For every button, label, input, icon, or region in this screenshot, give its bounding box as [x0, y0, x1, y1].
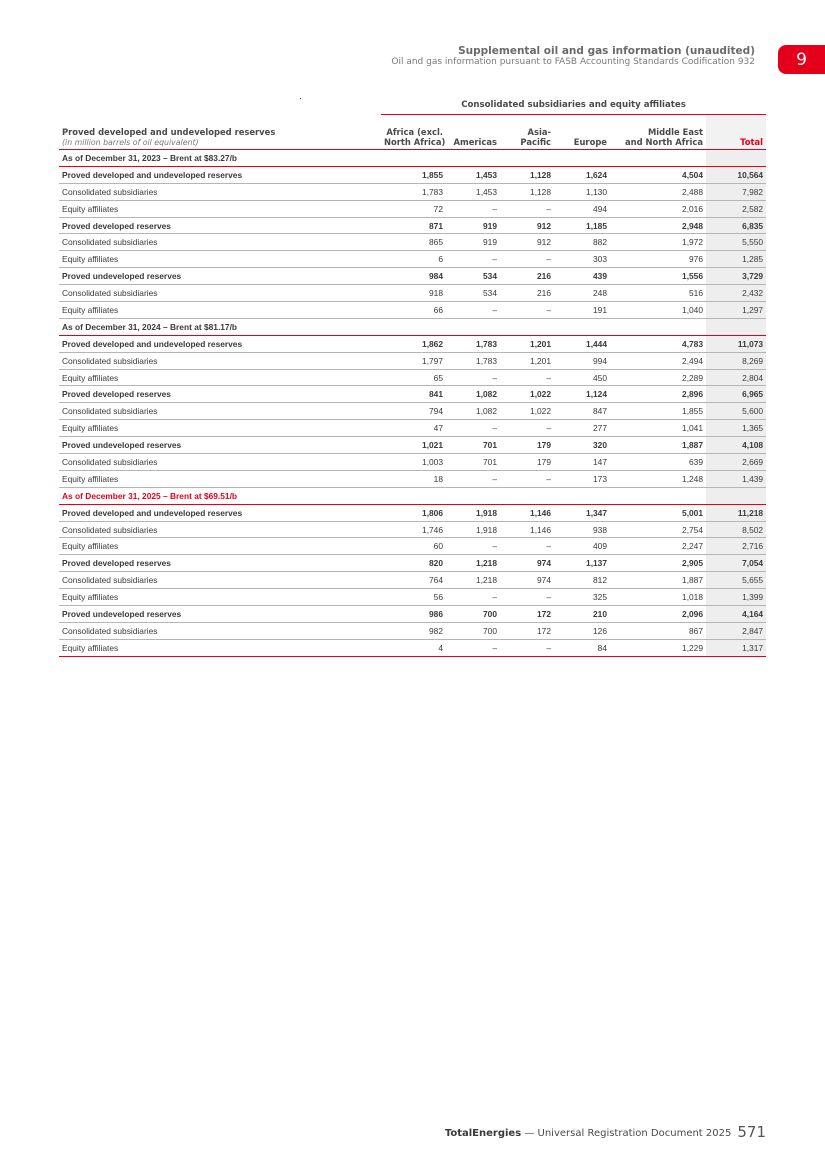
- cell-value: [381, 318, 446, 335]
- row-label: Consolidated subsidiaries: [62, 355, 158, 366]
- cell-value: 11,073: [706, 335, 766, 352]
- col-africa: Africa (excl. North Africa): [384, 127, 446, 147]
- cell-value: 794: [429, 406, 443, 417]
- table-row: [59, 386, 766, 403]
- row-label: Equity affiliates: [62, 372, 119, 383]
- chapter-tab: 9: [778, 45, 825, 74]
- cell-value: 6,835: [706, 217, 766, 234]
- table-row: [59, 335, 766, 352]
- cell-value: 1,185: [586, 220, 607, 231]
- col-americas: Americas: [453, 137, 497, 147]
- cell-value: 1,229: [682, 642, 703, 653]
- cell-value: 216: [537, 288, 551, 299]
- cell-value: 1,124: [586, 389, 607, 400]
- cell-value: –: [492, 423, 497, 434]
- cell-value: 701: [483, 440, 497, 451]
- table-row: [59, 454, 766, 471]
- cell-value: 1,347: [586, 507, 607, 518]
- cell-value: 1,746: [422, 524, 443, 535]
- table-row: [59, 369, 766, 386]
- row-label: Equity affiliates: [62, 642, 119, 653]
- label-column-header: [59, 115, 381, 150]
- cell-value: 994: [593, 355, 607, 366]
- row-label: Consolidated subsidiaries: [62, 288, 158, 299]
- cell-value: 1,317: [706, 639, 766, 656]
- row-label: Proved developed reserves: [62, 389, 171, 400]
- cell-value: 867: [689, 625, 703, 636]
- cell-value: 1,453: [476, 186, 497, 197]
- cell-value: [554, 318, 610, 335]
- cell-value: 1,862: [422, 338, 443, 349]
- cell-value: 1,218: [476, 575, 497, 586]
- row-label: As of December 31, 2025 – Brent at $69.51/b: [62, 490, 238, 501]
- cell-value: 2,247: [682, 541, 703, 552]
- cell-value: 1,972: [682, 237, 703, 248]
- row-label: Proved undeveloped reserves: [62, 608, 182, 619]
- cell-value: 1,082: [476, 389, 497, 400]
- row-label: Consolidated subsidiaries: [62, 406, 158, 417]
- table-row: [59, 234, 766, 251]
- cell-value: 882: [593, 237, 607, 248]
- cell-value: 2,896: [682, 389, 703, 400]
- table-row: [59, 352, 766, 369]
- running-header-subtitle: Oil and gas information pursuant to FASB Accounting Standards Codification 932: [391, 57, 755, 67]
- cell-value: 1,439: [706, 470, 766, 487]
- row-label: Proved developed and undeveloped reserves: [62, 507, 243, 518]
- cell-value: 1,297: [706, 302, 766, 319]
- cell-value: 60: [433, 541, 443, 552]
- cell-value: 976: [689, 254, 703, 265]
- row-label: Proved undeveloped reserves: [62, 271, 182, 282]
- cell-value: –: [492, 541, 497, 552]
- row-label: Equity affiliates: [62, 203, 119, 214]
- cell-value: [554, 150, 610, 167]
- cell-value: 1,399: [706, 589, 766, 606]
- cell-value: 2,582: [706, 200, 766, 217]
- row-label: Proved developed reserves: [62, 220, 171, 231]
- cell-value: 4,164: [706, 606, 766, 623]
- cell-value: [500, 318, 554, 335]
- section-row: [59, 150, 766, 167]
- cell-value: 248: [593, 288, 607, 299]
- cell-value: 4,108: [706, 437, 766, 454]
- cell-value: 2,432: [706, 285, 766, 302]
- table-row: [59, 183, 766, 200]
- cell-value: 1,022: [530, 406, 551, 417]
- cell-value: 701: [483, 456, 497, 467]
- cell-value: 7,982: [706, 183, 766, 200]
- cell-value: 325: [593, 592, 607, 603]
- cell-value: 126: [593, 625, 607, 636]
- cell-value: 1,444: [586, 338, 607, 349]
- cell-value: 1,887: [682, 575, 703, 586]
- cell-value: 1,918: [476, 524, 497, 535]
- table-row: [59, 521, 766, 538]
- cell-value: 1,130: [586, 186, 607, 197]
- cell-value: 2,948: [682, 220, 703, 231]
- cell-value: 216: [537, 271, 551, 282]
- table-row: [59, 504, 766, 521]
- table-row: [59, 470, 766, 487]
- cell-value: 2,289: [682, 372, 703, 383]
- cell-value: 84: [597, 642, 607, 653]
- cell-value: 56: [433, 592, 443, 603]
- row-label: Consolidated subsidiaries: [62, 237, 158, 248]
- row-label: Equity affiliates: [62, 304, 119, 315]
- cell-value: 65: [433, 372, 443, 383]
- cell-value: 277: [593, 423, 607, 434]
- table-row: [59, 217, 766, 234]
- table-row: [59, 302, 766, 319]
- cell-value: 320: [593, 440, 607, 451]
- cell-value: –: [492, 372, 497, 383]
- col-europe: Europe: [573, 137, 607, 147]
- cell-value: 11,218: [706, 504, 766, 521]
- cell-value: 1,556: [682, 271, 703, 282]
- cell-value: 1,918: [476, 507, 497, 518]
- row-label: Consolidated subsidiaries: [62, 575, 158, 586]
- row-label: Equity affiliates: [62, 541, 119, 552]
- cell-value: –: [546, 541, 551, 552]
- section-row: [59, 318, 766, 335]
- cell-value: 1,018: [682, 592, 703, 603]
- table-row: [59, 251, 766, 268]
- cell-value: –: [546, 642, 551, 653]
- cell-value: 2,754: [682, 524, 703, 535]
- page-number: 571: [737, 1123, 766, 1141]
- table-row: [59, 437, 766, 454]
- row-label: As of December 31, 2023 – Brent at $83.27/b: [62, 152, 238, 163]
- running-header-title: Supplemental oil and gas information (unaudited): [458, 45, 755, 57]
- cell-value: [381, 487, 446, 504]
- cell-value: 865: [429, 237, 443, 248]
- cell-value: [446, 318, 500, 335]
- row-label: Proved developed and undeveloped reserves: [62, 338, 243, 349]
- cell-value: 847: [593, 406, 607, 417]
- row-label: Equity affiliates: [62, 423, 119, 434]
- cell-value: 303: [593, 254, 607, 265]
- cell-value: 1,453: [476, 169, 497, 180]
- cell-value: 2,669: [706, 454, 766, 471]
- row-label: Consolidated subsidiaries: [62, 524, 158, 535]
- cell-value: 1,783: [476, 338, 497, 349]
- cell-value: 871: [429, 220, 443, 231]
- cell-value: 516: [689, 288, 703, 299]
- cell-value: 1,137: [586, 558, 607, 569]
- cell-value: 534: [483, 271, 497, 282]
- cell-value: 2,096: [682, 608, 703, 619]
- cell-value: 1,797: [422, 355, 443, 366]
- cell-value: 4: [438, 642, 443, 653]
- cell-value: 4,504: [682, 169, 703, 180]
- cell-value: [500, 150, 554, 167]
- cell-value: 2,905: [682, 558, 703, 569]
- cell-value: 1,128: [530, 169, 551, 180]
- row-label: Equity affiliates: [62, 592, 119, 603]
- cell-value: –: [492, 203, 497, 214]
- cell-value: 66: [433, 304, 443, 315]
- table-row: [59, 200, 766, 217]
- cell-value: 1,022: [530, 389, 551, 400]
- cell-value: [610, 150, 706, 167]
- cell-value: 18: [433, 473, 443, 484]
- cell-value: [610, 487, 706, 504]
- table-body: [59, 150, 766, 657]
- cell-value: 639: [689, 456, 703, 467]
- row-label: As of December 31, 2024 – Brent at $81.17/b: [62, 321, 238, 332]
- cell-value: [610, 318, 706, 335]
- cell-value: 841: [429, 389, 443, 400]
- cell-value: [381, 150, 446, 167]
- footer-doc: — Universal Registration Document 2025: [521, 1128, 732, 1139]
- cell-value: 179: [537, 456, 551, 467]
- cell-value: –: [492, 592, 497, 603]
- cell-value: 1,624: [586, 169, 607, 180]
- cell-value: [706, 487, 766, 504]
- cell-value: 1,783: [476, 355, 497, 366]
- cell-value: 6,965: [706, 386, 766, 403]
- cell-value: –: [546, 254, 551, 265]
- row-label: Proved undeveloped reserves: [62, 440, 182, 451]
- cell-value: 5,600: [706, 403, 766, 420]
- col-middle-east: Middle East and North Africa: [624, 127, 703, 147]
- cell-value: 5,550: [706, 234, 766, 251]
- cell-value: 984: [429, 271, 443, 282]
- row-label: Consolidated subsidiaries: [62, 456, 158, 467]
- cell-value: –: [492, 304, 497, 315]
- cell-value: 210: [593, 608, 607, 619]
- table-row: [59, 403, 766, 420]
- cell-value: 1,041: [682, 423, 703, 434]
- row-label: Consolidated subsidiaries: [62, 186, 158, 197]
- cell-value: 1,783: [422, 186, 443, 197]
- cell-value: 986: [429, 608, 443, 619]
- row-label: Equity affiliates: [62, 254, 119, 265]
- cell-value: 700: [483, 608, 497, 619]
- cell-value: 1,806: [422, 507, 443, 518]
- cell-value: 919: [483, 237, 497, 248]
- cell-value: 1,887: [682, 440, 703, 451]
- table-row: [59, 639, 766, 656]
- label-header-text: Proved developed and undeveloped reserves: [62, 127, 276, 137]
- row-label: Equity affiliates: [62, 473, 119, 484]
- cell-value: 6: [438, 254, 443, 265]
- cell-value: 2,494: [682, 355, 703, 366]
- cell-value: –: [546, 473, 551, 484]
- cell-value: 1,855: [682, 406, 703, 417]
- cell-value: –: [546, 372, 551, 383]
- table-row: [59, 606, 766, 623]
- cell-value: 439: [593, 271, 607, 282]
- cell-value: 3,729: [706, 268, 766, 285]
- cell-value: 494: [593, 203, 607, 214]
- cell-value: 2,488: [682, 186, 703, 197]
- unit-caption: (in million barrels of oil equivalent): [62, 138, 199, 147]
- footer-brand: TotalEnergies: [444, 1128, 522, 1139]
- group-header-row: [59, 96, 766, 115]
- table-row: [59, 538, 766, 555]
- cell-value: [500, 487, 554, 504]
- cell-value: 912: [537, 220, 551, 231]
- cell-value: 7,054: [706, 555, 766, 572]
- row-label: Consolidated subsidiaries: [62, 625, 158, 636]
- cell-value: –: [546, 203, 551, 214]
- cell-value: 1,201: [530, 338, 551, 349]
- cell-value: 191: [593, 304, 607, 315]
- group-header-blank: [59, 96, 381, 115]
- cell-value: 1,021: [422, 440, 443, 451]
- page-footer: [445, 1123, 766, 1141]
- column-header-row: [59, 115, 766, 150]
- cell-value: [706, 150, 766, 167]
- cell-value: 982: [429, 625, 443, 636]
- cell-value: 1,855: [422, 169, 443, 180]
- cell-value: 820: [429, 558, 443, 569]
- cell-value: –: [492, 473, 497, 484]
- cell-value: 534: [483, 288, 497, 299]
- cell-value: 450: [593, 372, 607, 383]
- cell-value: 812: [593, 575, 607, 586]
- cell-value: 1,040: [682, 304, 703, 315]
- table-row: [59, 420, 766, 437]
- cell-value: –: [546, 423, 551, 434]
- table-row: [59, 166, 766, 183]
- cell-value: 2,804: [706, 369, 766, 386]
- cell-value: 5,001: [682, 507, 703, 518]
- cell-value: [554, 487, 610, 504]
- cell-value: 1,146: [530, 524, 551, 535]
- cell-value: 10,564: [706, 166, 766, 183]
- cell-value: [706, 318, 766, 335]
- cell-value: 2,716: [706, 538, 766, 555]
- cell-value: 147: [593, 456, 607, 467]
- row-label: Proved developed and undeveloped reserves: [62, 169, 243, 180]
- cell-value: 1,218: [476, 558, 497, 569]
- cell-value: 918: [429, 288, 443, 299]
- cell-value: 172: [537, 625, 551, 636]
- cell-value: [446, 487, 500, 504]
- row-label: Proved developed reserves: [62, 558, 171, 569]
- table-row: [59, 555, 766, 572]
- cell-value: 912: [537, 237, 551, 248]
- cell-value: 974: [537, 575, 551, 586]
- col-total: Total: [706, 115, 766, 150]
- cell-value: 1,082: [476, 406, 497, 417]
- cell-value: 938: [593, 524, 607, 535]
- table-row: [59, 589, 766, 606]
- cell-value: 1,285: [706, 251, 766, 268]
- cell-value: 179: [537, 440, 551, 451]
- table-row: [59, 572, 766, 589]
- table-row: [59, 622, 766, 639]
- cell-value: 1,201: [530, 355, 551, 366]
- section-row: [59, 487, 766, 504]
- cell-value: 4,783: [682, 338, 703, 349]
- cell-value: 5,655: [706, 572, 766, 589]
- cell-value: 72: [433, 203, 443, 214]
- cell-value: –: [546, 304, 551, 315]
- cell-value: [446, 150, 500, 167]
- cell-value: –: [492, 254, 497, 265]
- cell-value: 974: [537, 558, 551, 569]
- cell-value: 764: [429, 575, 443, 586]
- cell-value: 409: [593, 541, 607, 552]
- reserves-table: [59, 96, 766, 657]
- cell-value: 919: [483, 220, 497, 231]
- group-header: Consolidated subsidiaries and equity affiliates: [381, 96, 766, 115]
- cell-value: –: [546, 592, 551, 603]
- cell-value: 2,847: [706, 622, 766, 639]
- cell-value: 8,502: [706, 521, 766, 538]
- col-asia-pacific: Asia- Pacific: [520, 127, 551, 147]
- cell-value: 1,128: [530, 186, 551, 197]
- cell-value: 1,003: [422, 456, 443, 467]
- table-row: [59, 268, 766, 285]
- cell-value: 1,146: [530, 507, 551, 518]
- cell-value: 1,365: [706, 420, 766, 437]
- cell-value: 700: [483, 625, 497, 636]
- cell-value: –: [492, 642, 497, 653]
- cell-value: 173: [593, 473, 607, 484]
- cell-value: 172: [537, 608, 551, 619]
- cell-value: 1,248: [682, 473, 703, 484]
- cell-value: 2,016: [682, 203, 703, 214]
- table-row: [59, 285, 766, 302]
- cell-value: 47: [433, 423, 443, 434]
- cell-value: 8,269: [706, 352, 766, 369]
